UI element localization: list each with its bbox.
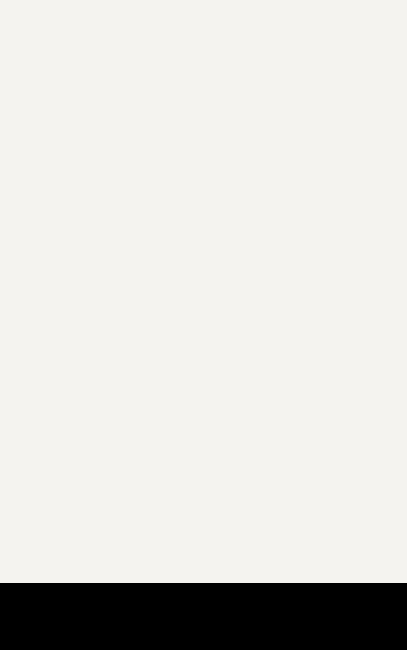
upper-text-band bbox=[4, 6, 403, 269]
lower-text-band bbox=[4, 298, 403, 561]
page-footer bbox=[0, 560, 407, 582]
